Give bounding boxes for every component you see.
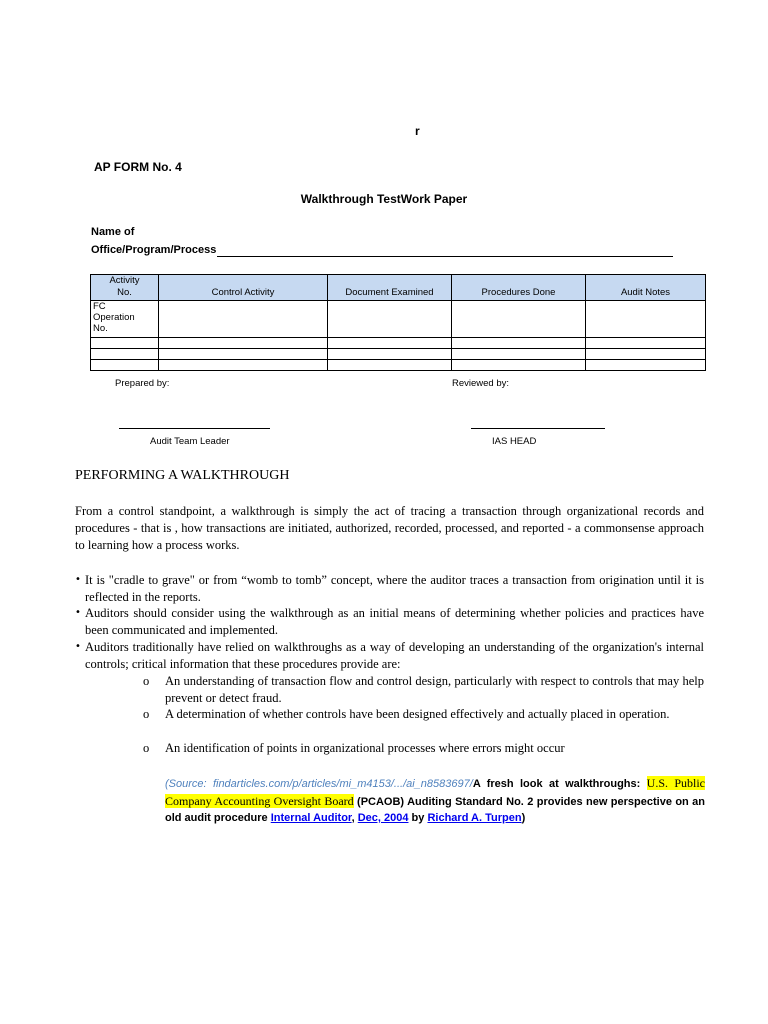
link-author[interactable]: Richard A. Turpen — [427, 812, 522, 824]
table-cell[interactable] — [328, 301, 452, 338]
bullet-text: Auditors traditionally have relied on walkthroughs as a way of developing an understanding of the organization's internal controls; critical information that these procedures provide are: — [85, 640, 704, 671]
table-header-row — [91, 275, 706, 301]
column-header-control-activity: Control Activity — [159, 275, 328, 301]
table-cell[interactable] — [159, 301, 328, 338]
table-cell[interactable] — [91, 349, 159, 360]
citation-by: by — [408, 812, 428, 824]
signature-line-right — [471, 428, 605, 429]
sub-bullet-item — [143, 740, 704, 757]
table-cell[interactable] — [159, 360, 328, 371]
signature-title-left: Audit Team Leader — [150, 436, 230, 447]
intro-paragraph: From a control standpoint, a walkthrough is simply the act of tracing a transaction through organizational records and procedures - that is , how transactions are initiated, authorized, recorded, processed, and reported - a commonsense approach to learning how a process works. — [75, 504, 704, 552]
table-cell[interactable] — [586, 349, 706, 360]
form-title: Walkthrough TestWork Paper — [300, 192, 468, 206]
signature-title-right: IAS HEAD — [492, 436, 537, 447]
form-number: AP FORM No. 4 — [94, 160, 182, 174]
sub-bullet-text: An understanding of transaction flow and control design, particularly with respect to controls that may help prevent or detect fraud. — [165, 674, 704, 705]
column-header-procedures-done: Procedures Done — [452, 275, 586, 301]
hollow-bullet-icon: o — [143, 707, 150, 721]
walkthrough-table — [90, 274, 706, 371]
table-cell[interactable] — [159, 338, 328, 349]
name-field-line — [217, 256, 673, 257]
citation — [165, 775, 705, 827]
link-internal-auditor[interactable]: Internal Auditor — [270, 812, 352, 824]
table-cell[interactable] — [452, 301, 586, 338]
stray-character: r — [415, 124, 420, 138]
bullet-text: It is "cradle to grave" or from “womb to tomb” concept, where the auditor traces a transaction from origination until it is reflected in the reports. — [85, 573, 704, 604]
table-cell[interactable] — [586, 360, 706, 371]
table-cell[interactable] — [586, 301, 706, 338]
citation-middle: (PCAOB) Auditing Standard No. 2 provides new perspective on an old audit procedure — [165, 795, 705, 824]
sub-bullet-text: An identification of points in organizational processes where errors might occur — [165, 741, 565, 755]
column-header-activity-line2: No. — [117, 287, 132, 298]
table-cell-activity[interactable] — [91, 301, 159, 338]
hollow-bullet-icon: o — [143, 674, 150, 688]
bullet-item — [75, 572, 704, 605]
name-field-label-process: Office/Program/Process — [91, 244, 217, 256]
table-cell[interactable] — [91, 360, 159, 371]
citation-close: ) — [521, 812, 526, 824]
bullet-icon: • — [75, 574, 81, 585]
bullet-text: Auditors should consider using the walkthrough as an initial means of determining whether policies and practices have been communicated and implemented. — [85, 606, 704, 637]
table-cell[interactable] — [159, 349, 328, 360]
reviewed-by-label: Reviewed by: — [452, 378, 510, 389]
table-row — [91, 360, 706, 371]
column-header-audit-notes: Audit Notes — [586, 275, 706, 301]
table-row — [91, 349, 706, 360]
column-header-document-examined: Document Examined — [328, 275, 452, 301]
table-cell[interactable] — [452, 338, 586, 349]
table-cell[interactable] — [586, 338, 706, 349]
section-heading: PERFORMING A WALKTHROUGH — [75, 468, 290, 483]
bullet-item — [75, 605, 704, 638]
prepared-by-label: Prepared by: — [115, 378, 170, 389]
table-cell[interactable] — [328, 349, 452, 360]
citation-title: A fresh look at walkthroughs: — [472, 778, 647, 790]
citation-separator: , — [351, 812, 358, 824]
cell-text: FC — [93, 301, 106, 312]
table-cell[interactable] — [328, 338, 452, 349]
name-field-label: Name of — [91, 226, 135, 238]
column-header-activity-no — [91, 275, 159, 301]
link-date[interactable]: Dec, 2004 — [357, 812, 409, 824]
citation-highlight: U.S. Public Company Accounting Oversight Board — [165, 776, 705, 808]
citation-source: (Source: findarticles.com/p/articles/mi_m4153/.../ai_n8583697/ — [165, 778, 473, 790]
sub-bullet-item — [143, 673, 704, 706]
column-header-activity-line1: Activity — [109, 275, 140, 286]
cell-text: No. — [93, 323, 108, 334]
table-row — [91, 338, 706, 349]
bullet-item — [75, 639, 704, 672]
signature-line-left — [119, 428, 270, 429]
hollow-bullet-icon: o — [143, 741, 150, 755]
table-cell[interactable] — [452, 349, 586, 360]
sub-bullet-text: A determination of whether controls have been designed effectively and actually placed in operation. — [165, 707, 670, 721]
cell-text: Operation — [93, 312, 135, 323]
table-cell[interactable] — [328, 360, 452, 371]
table-cell[interactable] — [91, 338, 159, 349]
bullet-icon: • — [75, 641, 81, 652]
table-cell[interactable] — [452, 360, 586, 371]
table-row — [91, 301, 706, 338]
bullet-icon: • — [75, 607, 81, 618]
sub-bullet-item — [143, 706, 704, 723]
